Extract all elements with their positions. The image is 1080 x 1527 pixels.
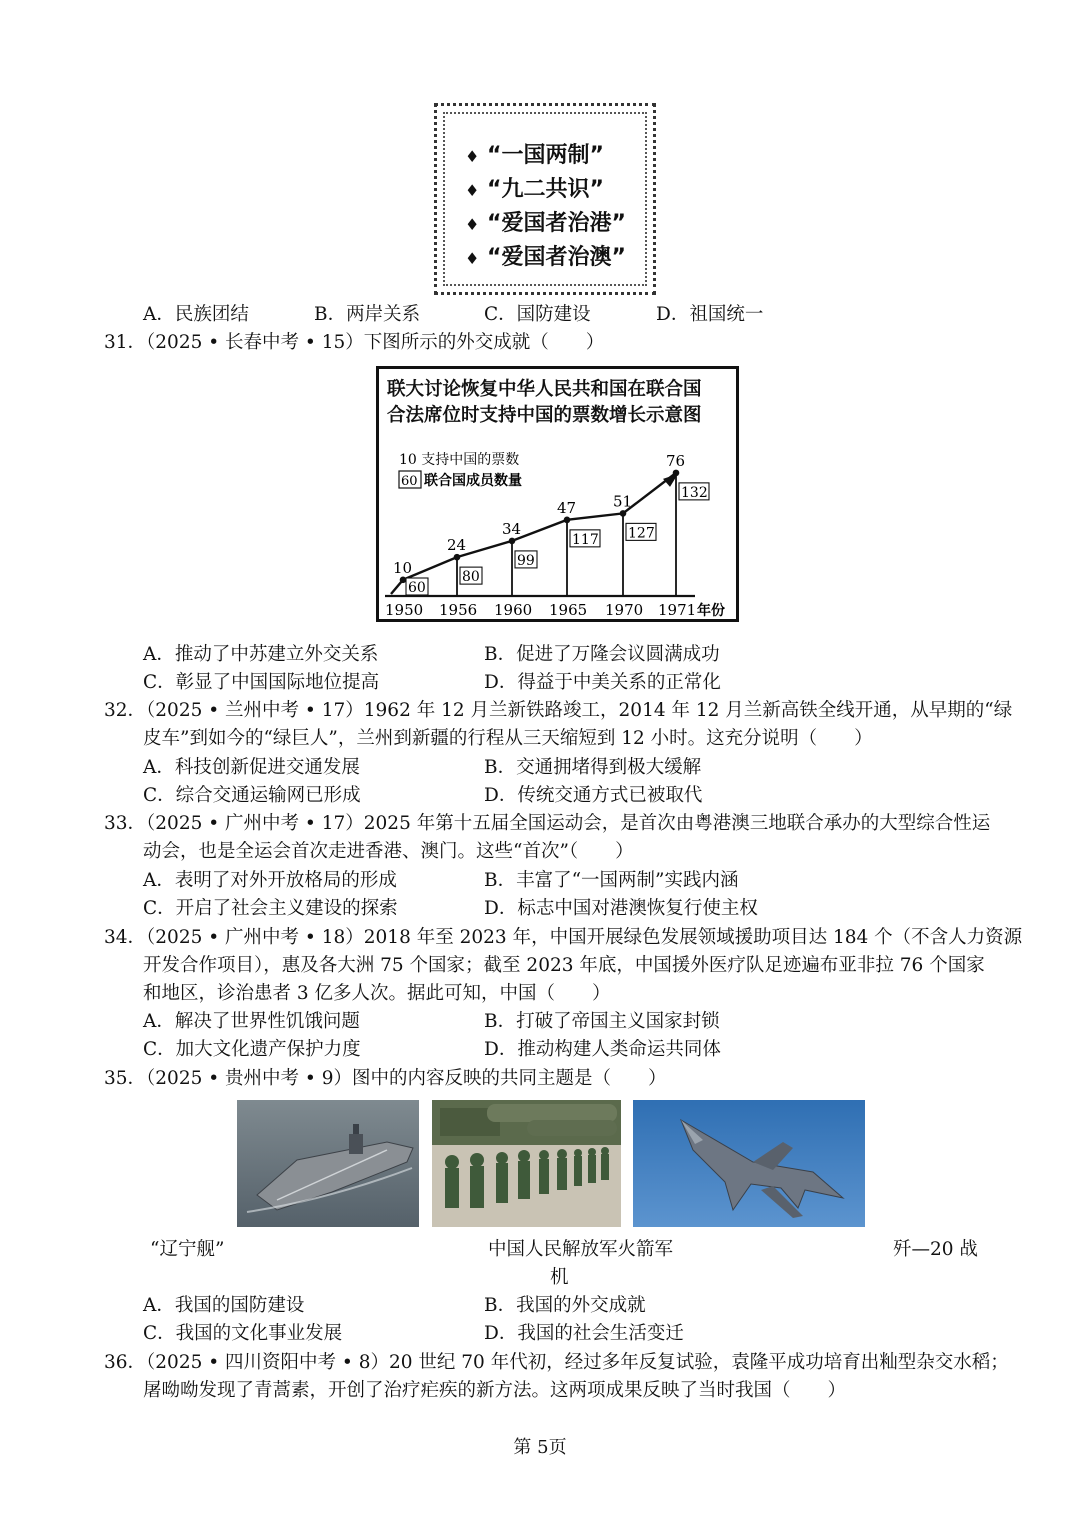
caption-rocket-force-cont: 机 — [550, 1267, 569, 1288]
slogan-item — [465, 240, 626, 271]
option-c: C．国防建设 — [484, 304, 591, 325]
option-b: B．交通拥堵得到极大缓解 — [484, 757, 702, 778]
question-stem: 31．（2025 • 长春中考 • 15）下图所示的外交成就（ ） — [104, 332, 605, 353]
diamond-icon: ♦ — [465, 215, 480, 234]
option-a: A．解决了世界性饥饿问题 — [143, 1011, 360, 1032]
slogan-item — [465, 138, 604, 169]
caption-rocket-force: 中国人民解放军火箭军 — [488, 1239, 674, 1260]
legend-members: 联合国成员数量 — [424, 473, 522, 489]
question-stem-cont: 动会，也是全运会首次走进香港、澳门。这些“首次”（ ） — [143, 841, 634, 862]
vote-label: 76 — [666, 451, 686, 470]
slogan-text: “九二共识” — [487, 177, 604, 202]
option-c: C．加大文化遗产保护力度 — [143, 1039, 361, 1060]
slogan-item — [465, 206, 626, 237]
x-tick-label: 1960 — [494, 601, 533, 619]
option-c: C．我国的文化事业发展 — [143, 1323, 343, 1344]
question-stem-cont: 和地区，诊治患者 3 亿多人次。据此可知，中国（ ） — [143, 983, 611, 1004]
member-label: 127 — [628, 525, 655, 542]
rocket-force-photo — [432, 1100, 621, 1227]
x-tick-label: 1971 — [658, 601, 697, 619]
page-footer: 第 5页 — [513, 1437, 567, 1458]
fighter-jet-image — [633, 1100, 865, 1227]
option-d: D．我国的社会生活变迁 — [484, 1323, 684, 1344]
option-b: B．两岸关系 — [314, 304, 421, 325]
option-b: B．打破了帝国主义国家封锁 — [484, 1011, 720, 1032]
diamond-icon: ♦ — [465, 249, 480, 268]
carrier-photo — [237, 1100, 419, 1227]
question-stem: 32．（2025 • 兰州中考 • 17）1962 年 12 月兰新铁路竣工，2014 年 12 月兰新高铁全线开通，从早期的“绿 — [104, 700, 1013, 721]
question-stem: 34．（2025 • 广州中考 • 18）2018 年至 2023 年，中国开展绿色发展领域援助项目达 184 个（不含人力资源 — [104, 927, 1023, 948]
slogan-box — [434, 103, 656, 295]
chart-title-line: 联大讨论恢复中华人民共和国在联合国 — [387, 379, 702, 400]
option-c: C．综合交通运输网已形成 — [143, 785, 361, 806]
question-stem: 33．（2025 • 广州中考 • 17）2025 年第十五届全国运动会，是首次由粤港澳三地联合承办的大型综合性运 — [104, 813, 991, 834]
option-d: D．得益于中美关系的正常化 — [484, 672, 721, 693]
slogan-text: “爱国者治澳” — [487, 245, 626, 270]
diamond-icon: ♦ — [465, 147, 480, 166]
data-point — [454, 554, 461, 561]
chart-plot — [379, 369, 736, 619]
legend-box-sample: 60 — [401, 474, 418, 489]
member-label: 132 — [681, 484, 708, 501]
option-c: C．开启了社会主义建设的探索 — [143, 898, 398, 919]
question-stem-cont: 皮车”到如今的“绿巨人”，兰州到新疆的行程从三天缩短到 12 小时。这充分说明（ ） — [143, 728, 873, 749]
question-stem-cont: 屠呦呦发现了青蒿素，开创了治疗疟疾的新方法。这两项成果反映了当时我国（ ） — [143, 1380, 847, 1401]
caption-carrier: “辽宁舰” — [150, 1239, 225, 1260]
vote-label: 34 — [502, 519, 522, 538]
slogan-item — [465, 172, 604, 203]
question-stem: 36．（2025 • 四川资阳中考 • 8）20 世纪 70 年代初，经过多年反复试验，袁隆平成功培育出籼型杂交水稻； — [104, 1352, 1009, 1373]
member-label: 117 — [572, 531, 599, 548]
option-c: C．彰显了中国国际地位提高 — [143, 672, 380, 693]
option-a: A．推动了中苏建立外交关系 — [143, 644, 379, 665]
option-a: A．科技创新促进交通发展 — [143, 757, 360, 778]
option-a: A．表明了对外开放格局的形成 — [143, 870, 397, 891]
vote-label: 47 — [557, 498, 577, 517]
option-a: A．民族团结 — [143, 304, 249, 325]
x-axis-label: 年份 — [697, 603, 725, 619]
member-label: 80 — [462, 569, 480, 586]
option-d: D．祖国统一 — [656, 304, 764, 325]
option-b: B．丰富了“一国两制”实践内涵 — [484, 870, 739, 891]
option-d: D．推动构建人类命运共同体 — [484, 1039, 721, 1060]
slogan-text: “一国两制” — [487, 143, 604, 168]
option-a: A．我国的国防建设 — [143, 1295, 305, 1316]
data-point — [620, 510, 627, 517]
data-point — [400, 577, 407, 584]
diamond-icon: ♦ — [465, 181, 480, 200]
fighter-jet-photo — [633, 1100, 865, 1227]
rocket-force-image — [432, 1100, 621, 1227]
member-label: 99 — [517, 552, 535, 569]
vote-label: 51 — [613, 492, 633, 511]
vote-label: 10 — [393, 558, 413, 577]
x-tick-label: 1965 — [549, 601, 588, 619]
slogan-text: “爱国者治港” — [487, 211, 626, 236]
caption-fighter: 歼—20 战 — [893, 1239, 978, 1260]
legend-votes: 10 支持中国的票数 — [399, 452, 520, 468]
carrier-image — [237, 1100, 419, 1227]
vote-chart — [376, 366, 739, 622]
member-label: 60 — [408, 580, 426, 596]
x-tick-label: 1970 — [605, 601, 644, 619]
data-point — [564, 517, 571, 524]
chart-title-line: 合法席位时支持中国的票数增长示意图 — [387, 405, 702, 426]
option-b: B．促进了万隆会议圆满成功 — [484, 644, 720, 665]
question-stem-cont: 开发合作项目），惠及各大洲 75 个国家；截至 2023 年底，中国援外医疗队足迹遍布亚非拉 76 个国家 — [143, 955, 985, 976]
question-stem: 35．（2025 • 贵州中考 • 9）图中的内容反映的共同主题是（ ） — [104, 1068, 667, 1089]
option-d: D．标志中国对港澳恢复行使主权 — [484, 898, 758, 919]
x-tick-label: 1956 — [439, 601, 478, 619]
option-d: D．传统交通方式已被取代 — [484, 785, 703, 806]
option-b: B．我国的外交成就 — [484, 1295, 646, 1316]
data-point — [673, 470, 680, 477]
data-point — [509, 538, 516, 545]
x-tick-label: 1950 — [385, 601, 424, 619]
vote-label: 24 — [447, 536, 467, 555]
